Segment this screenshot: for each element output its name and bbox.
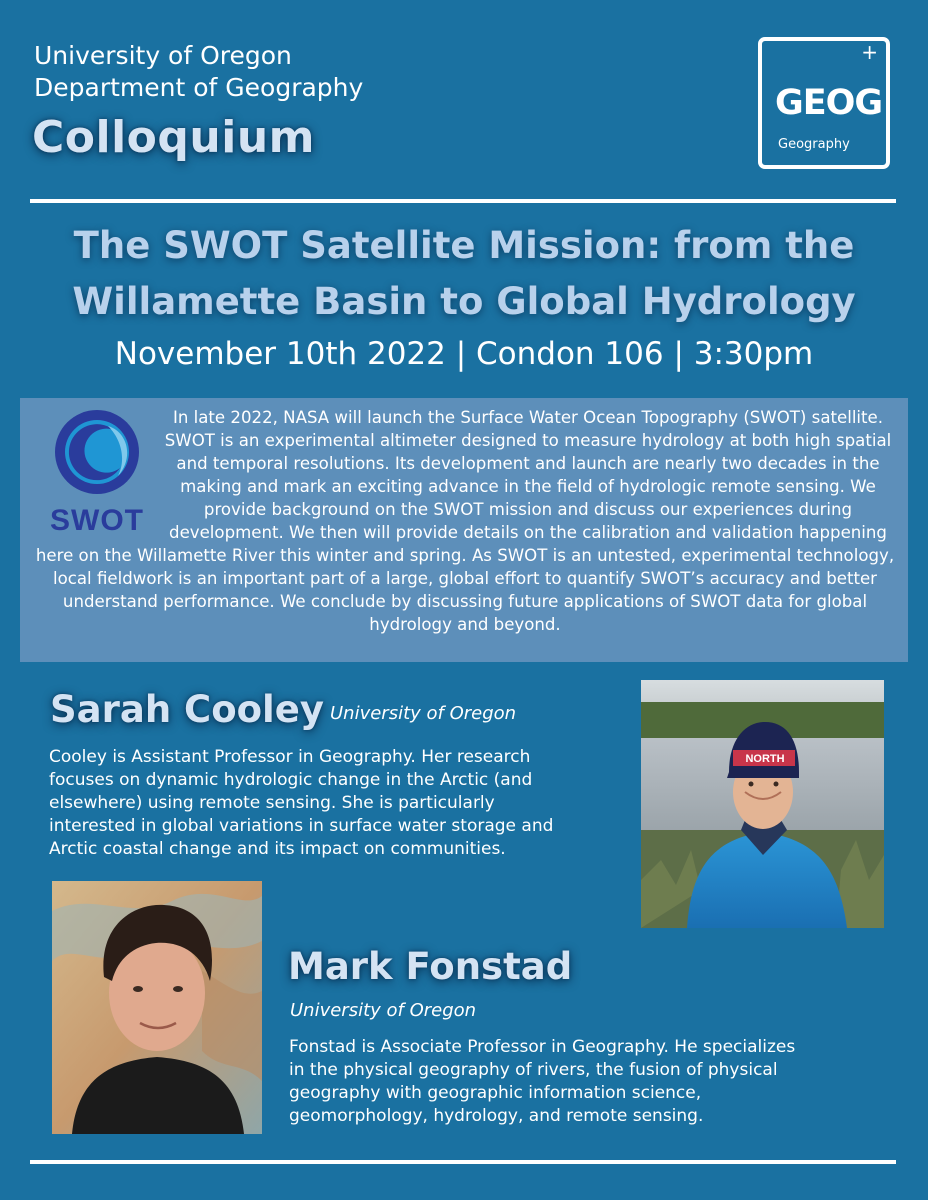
plus-icon: +	[861, 40, 878, 64]
swot-logo-icon	[42, 406, 152, 538]
speaker-2-affiliation: University of Oregon	[290, 1000, 477, 1021]
speaker-1-affiliation: University of Oregon	[330, 703, 517, 724]
talk-title-line-2: Willamette Basin to Global Hydrology	[72, 280, 856, 323]
speaker-1-portrait-image	[641, 680, 884, 928]
abstract-panel	[20, 398, 908, 662]
talk-details: November 10th 2022 | Condon 106 | 3:30pm	[114, 336, 814, 372]
speaker-2-name: Mark Fonstad	[288, 945, 573, 988]
abstract-text: In late 2022, NASA will launch the Surface Water Ocean Topography (SWOT) satellite. SWOT is an experimental altimeter designed to measure hydrology at both high spatial and temporal resolutions. Its development and launch are nearly two decades in the making and mark an exciting advance in the field of hydrologic remote sensing. We provide background on the SWOT mission and discuss our experiences during development. We then will provide details on the calibration and validation happening here on the Willamette River this winter and spring. As SWOT is an untested, experimental technology, local fieldwork is an important part of a large, global effort to quantify SWOT’s accuracy and better understand performance. We conclude by discussing future applications of SWOT data for global hydrology and beyond.	[35, 408, 895, 634]
geog-logo-word: GEOG	[775, 83, 883, 123]
bottom-divider	[30, 1160, 896, 1164]
speaker-2-bio: Fonstad is Associate Professor in Geography. He specializes in the physical geography of rivers, the fusion of physical geography with geographic information science, geomorphology, hydrology, and remote sensing.	[289, 1037, 796, 1126]
speaker-2-photo	[52, 881, 262, 1134]
talk-title-line-1: The SWOT Satellite Mission: from the	[73, 224, 855, 267]
speaker-1-photo	[641, 680, 884, 928]
geog-logo-subtitle: Geography	[778, 137, 850, 152]
colloquium-heading: Colloquium	[32, 112, 315, 163]
top-divider	[30, 199, 896, 203]
university-name: University of Oregon	[34, 41, 292, 70]
speaker-1-hat-text: NORTH	[745, 753, 785, 765]
swot-logo-text: SWOT	[50, 504, 144, 537]
speaker-1-name: Sarah Cooley	[50, 688, 324, 731]
geog-logo	[758, 37, 890, 169]
swot-logo	[34, 406, 160, 538]
speaker-1-bio: Cooley is Assistant Professor in Geography. Her research focuses on dynamic hydrologic change in the Arctic (and elsewhere) using remote sensing. She is particularly interested in global variations in surface water storage and Arctic coastal change and its impact on communities.	[49, 747, 554, 859]
department-name: Department of Geography	[34, 73, 364, 102]
speaker-2-portrait-image	[52, 881, 262, 1134]
